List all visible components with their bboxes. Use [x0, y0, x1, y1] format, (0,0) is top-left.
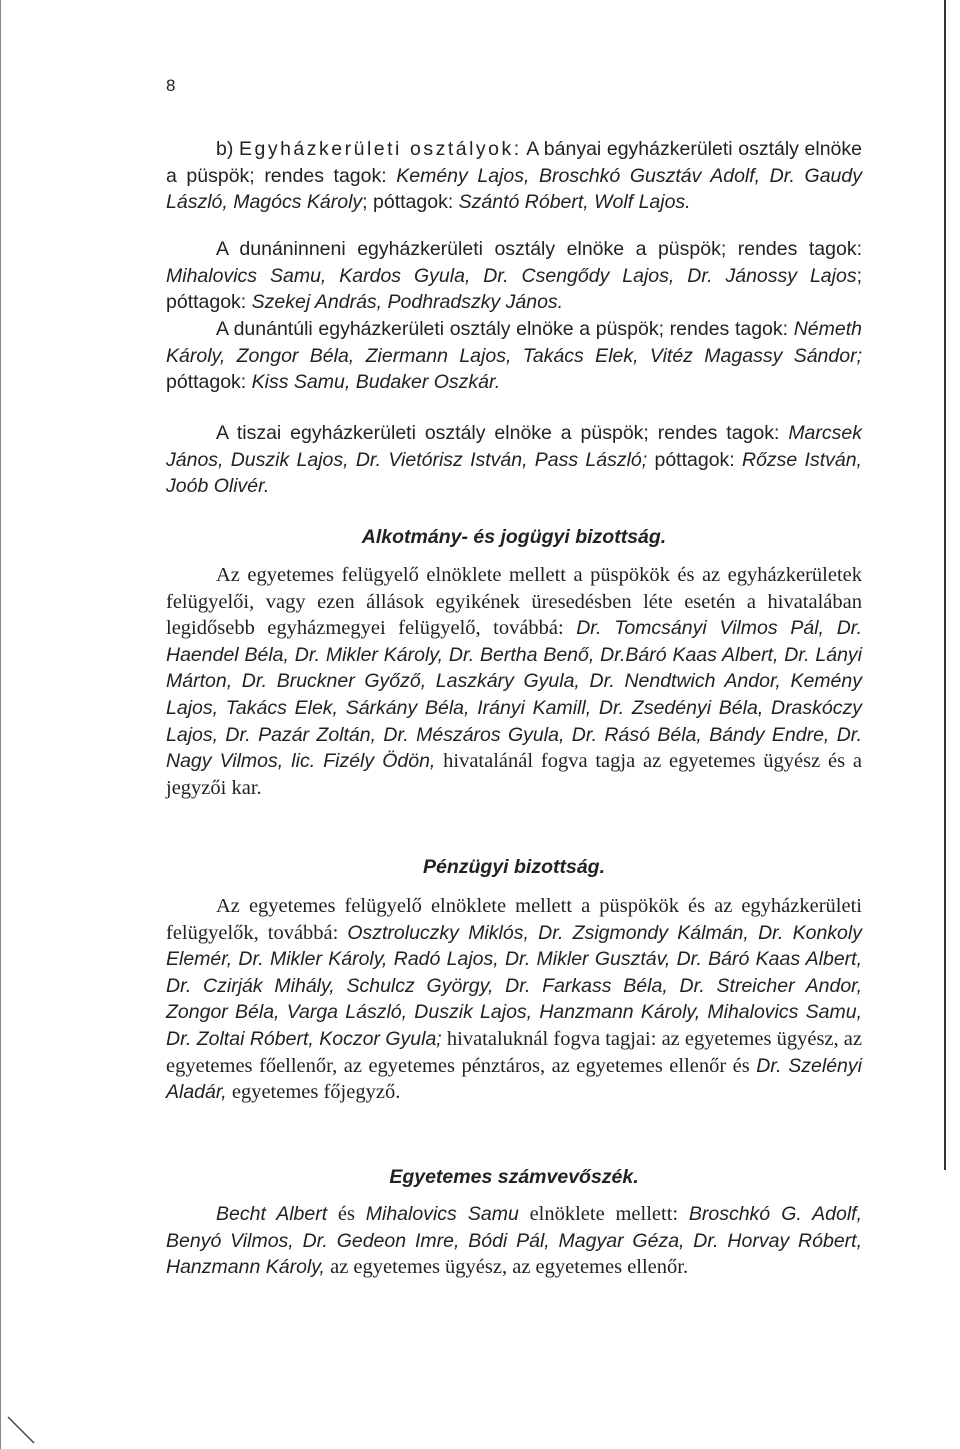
scan-edge-right — [944, 0, 946, 1170]
szamvevoszek-heading: Egyetemes számvevőszék. — [389, 1166, 639, 1188]
tiszai-members: Marcsek János, Duszik Lajos, Dr. Vietórisz István, Pass László; — [166, 422, 862, 471]
penzugyi-last-member: Dr. Szelényi Aladár, — [166, 1054, 862, 1104]
dunaninneni-substitutes: Szekej András, Podhradszky János. — [251, 291, 564, 314]
alkotmany-heading: Alkotmány- és jogügyi bizottság. — [361, 526, 667, 548]
bany-members: Kemény Lajos, Broschkó Gusztáv Adolf, Dr. Gaudy László, Magócs Károly — [166, 164, 862, 214]
alkotmany-members: Dr. Tomcsányi Vilmos Pál, Dr. Haendel Béla, Dr. Mikler Károly, Dr. Bertha Benő, Dr.Báró Kaas Albert, Dr. Lányi Márton, Dr. Bruckner Győző, Laszkáry Gyula, Dr. Nendtwich Andor, Kemény Lajos, Takács Elek, Sárkány Béla, Irányi Kamill, Dr. Zsedényi Béla, Draskóczy Lajos, Dr. Pazár Zoltán, Dr. Mészáros Gyula, Dr. Rásó Béla, Bándy Endre, Dr. Nagy Vilmos, lic. Fizély Ödön, — [166, 617, 862, 773]
section-b-paragraph-2: A dunáninneni egyházkerületi osztály elnöke a püspök; rendes tagok: Mihalovics Samu, Kardos Gyula, Dr. Csengődy Lajos, Dr. Jánossy Lajos; póttagok: Szekej András, Podhradszky János. — [166, 238, 862, 314]
penzugyi-paragraph: Az egyetemes felügyelő elnöklete mellett a püspökök és az egyházkerületi felügyelők, továbbá: Osztroluczky Miklós, Dr. Zsigmondy Kálmán, Dr. Konkoly Elemér, Dr. Mikler Károly, Radó Lajos, Dr. Mikler Gusztáv, Dr. Báró Kaas Albert, Dr. Czirják Mihály, Schulcz György, Dr. Farkass Béla, Dr. Streicher Andor, Zongor Béla, Varga László, Duszik Lajos, Hanzmann Károly, Mihalovics Samu, Dr. Zoltai Róbert, Koczor Gyula; hivataluknál fogva tagjai: az egyetemes ügyész, az egyetemes főellenőr, az egyetemes pénztáros, az egyetemes ellenőr és Dr. Szelényi Aladár, egyetemes főjegyző. — [166, 895, 862, 1104]
szamvevoszek-members: Broschkó G. Adolf, Benyó Vilmos, Dr. Gedeon Imre, Bódi Pál, Magyar Géza, Dr. Horvay Róbert, Hanzmann Károly, — [166, 1203, 862, 1279]
dunantuli-members: Németh Károly, Zongor Béla, Ziermann Lajos, Takács Elek, Vitéz Magassy Sándor; — [166, 318, 862, 367]
corner-mark — [6, 1415, 36, 1445]
section-b-label: b) — [216, 138, 234, 160]
dunaninneni-members: Mihalovics Samu, Kardos Gyula, Dr. Csengődy Lajos, Dr. Jánossy Lajos — [166, 264, 857, 287]
alkotmany-paragraph: Az egyetemes felügyelő elnöklete mellett a püspökök és az egyházkerületek felügyelői, vagy ezen állások egyikének üresedésben léte esetén a hivatalában legidősebb egyházmegyei felügyelő, továbbá: Dr. Tomcsányi Vilmos Pál, Dr. Haendel Béla, Dr. Mikler Károly, Dr. Bertha Benő, Dr.Báró Kaas Albert, Dr. Lányi Márton, Dr. Bruckner Győző, Laszkáry Gyula, Dr. Nendtwich Andor, Kemény Lajos, Takács Elek, Sárkány Béla, Irányi Kamill, Dr. Zsedényi Béla, Draskóczy Lajos, Dr. Pazár Zoltán, Dr. Mészáros Gyula, Dr. Rásó Béla, Bándy Endre, Dr. Nagy Vilmos, lic. Fizély Ödön, hivatalánál fogva tagja az egyetemes ügyész és a jegyzői kar. — [166, 564, 862, 799]
bany-substitutes: Szántó Róbert, Wolf Lajos. — [458, 191, 691, 214]
page-number: 8 — [166, 76, 176, 95]
scan-edge-left — [0, 0, 1, 1449]
szamvevoszek-paragraph: Becht Albert és Mihalovics Samu elnöklete mellett: Broschkó G. Adolf, Benyó Vilmos, Dr. Gedeon Imre, Bódi Pál, Magyar Géza, Dr. Horvay Róbert, Hanzmann Károly, az egyetemes ügyész, az egyetemes ellenőr. — [166, 1203, 862, 1279]
section-b-paragraph-1: b) Egyházkerületi osztályok: A bányai egyházkerületi osztály elnöke a püspök; rendes tagok: Kemény Lajos, Broschkó Gusztáv Adolf, Dr. Gaudy László, Magócs Károly; póttagok: Szántó Róbert, Wolf Lajos. — [166, 138, 862, 214]
penzugyi-heading: Pénzügyi bizottság. — [422, 856, 605, 878]
tiszai-substitutes: Rőzse István, Joób Olivér. — [166, 448, 862, 498]
dunantuli-substitutes: Kiss Samu, Budaker Oszkár. — [251, 371, 501, 394]
penzugyi-members: Osztroluczky Miklós, Dr. Zsigmondy Kálmán, Dr. Konkoly Elemér, Dr. Mikler Károly, Radó Lajos, Dr. Mikler Gusztáv, Dr. Báró Kaas Albert, Dr. Czirják Mihály, Schulcz György, Dr. Farkass Béla, Dr. Streicher Andor, Zongor Béla, Varga László, Duszik Lajos, Hanzmann Károly, Mihalovics Samu, Dr. Zoltai Róbert, Koczor Gyula; — [166, 921, 862, 1050]
section-b-paragraph-3: A dunántúli egyházkerületi osztály elnöke a püspök; rendes tagok: Németh Károly, Zongor Béla, Ziermann Lajos, Takács Elek, Vitéz Magassy Sándor; póttagok: Kiss Samu, Budaker Oszkár. — [166, 318, 862, 394]
section-b-title: Egyházkerületi osztályok: — [238, 138, 522, 160]
section-b-paragraph-4: A tiszai egyházkerületi osztály elnöke a püspök; rendes tagok: Marcsek János, Duszik Lajos, Dr. Vietórisz István, Pass László; póttagok: Rőzse István, Joób Olivér. — [166, 422, 862, 498]
